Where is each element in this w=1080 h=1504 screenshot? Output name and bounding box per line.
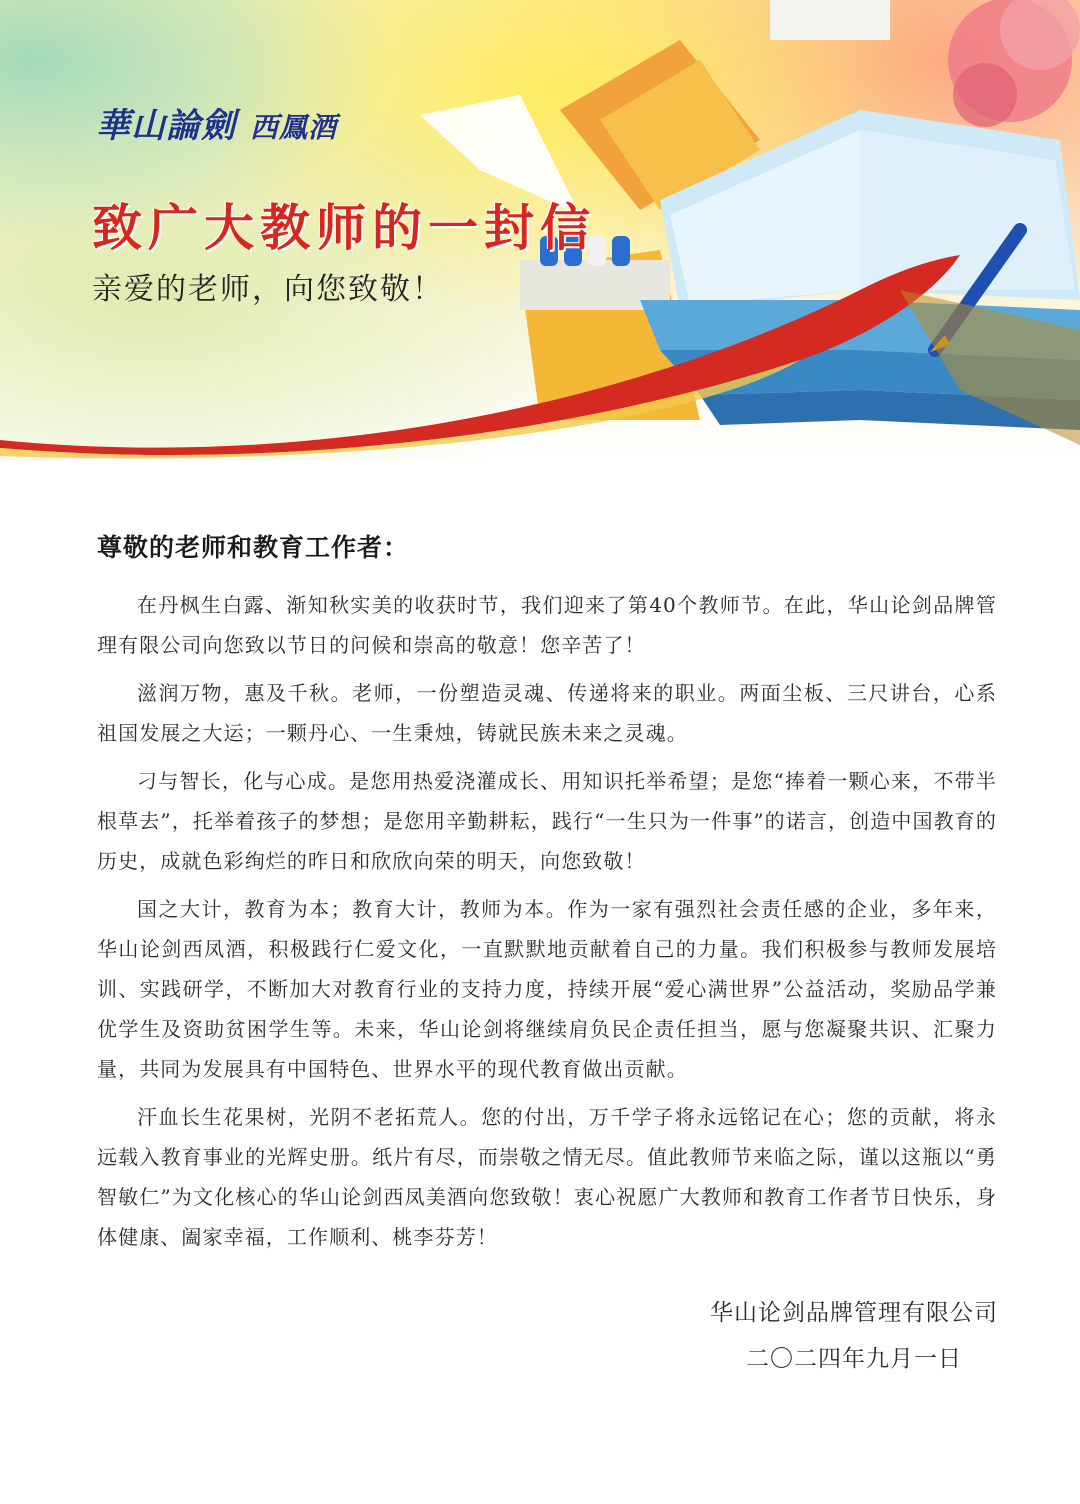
letter-paragraph: 刁与智长，化与心成。是您用热爱浇灌成长、用知识托举希望；是您“捧着一颗心来，不带半根草去”，托举着孩子的梦想；是您用辛勤耕耘，践行“一生只为一件事”的诺言，创造中国教育的历史，成就色彩绚烂的昨日和欣欣向荣的明天，向您致敬！ (97, 769, 997, 873)
letter-body (97, 585, 997, 1265)
logo-text-xifeng: 西鳳酒 (250, 111, 338, 144)
signature-date: 二〇二四年九月一日 (746, 1346, 962, 1372)
letter-signature (710, 1290, 998, 1382)
logo-text-huashan: 華山論劍 (96, 106, 236, 146)
flower-decoration (948, 0, 1080, 127)
page-subtitle: 亲爱的老师，向您致敬！ (92, 272, 444, 307)
letter-paragraph: 滋润万物，惠及千秋。老师，一份塑造灵魂、传递将来的职业。两面尘板、三尺讲台，心系祖国发展之大运；一颗丹心、一生秉烛，铸就民族未来之灵魂。 (97, 681, 997, 745)
header-banner (0, 0, 1080, 460)
letter-paragraph: 汗血长生花果树，光阴不老拓荒人。您的付出，万千学子将永远铭记在心；您的贡献，将永远载入教育事业的光辉史册。纸片有尽，而崇敬之情无尽。值此教师节来临之际，谨以这瓶以“勇智敏仁”为文化核心的华山论剑西凤美酒向您致敬！衷心祝愿广大教师和教育工作者节日快乐，身体健康、阖家幸福，工作顺利、桃李芬芳！ (97, 1105, 997, 1249)
brand-logo (96, 98, 337, 147)
page-title: 致广大教师的一封信 (92, 198, 596, 257)
letter-salutation: 尊敬的老师和教育工作者： (97, 533, 410, 562)
letter-paragraph: 在丹枫生白露、渐知秋实美的收获时节，我们迎来了第40个教师节。在此，华山论剑品牌管理有限公司向您致以节日的问候和崇高的敬意！您辛苦了！ (97, 593, 997, 657)
letter-paragraph: 国之大计，教育为本；教育大计，教师为本。作为一家有强烈社会责任感的企业，多年来，华山论剑西凤酒，积极践行仁爱文化，一直默默地贡献着自己的力量。我们积极参与教师发展培训、实践研学，不断加大对教育行业的支持力度，持续开展“爱心满世界”公益活动，奖励品学兼优学生及资助贫困学生等。未来，华山论剑将继续肩负民企责任担当，愿与您凝聚共识、汇聚力量，共同为发展具有中国特色、世界水平的现代教育做出贡献。 (97, 897, 997, 1081)
signature-company: 华山论剑品牌管理有限公司 (710, 1300, 998, 1326)
